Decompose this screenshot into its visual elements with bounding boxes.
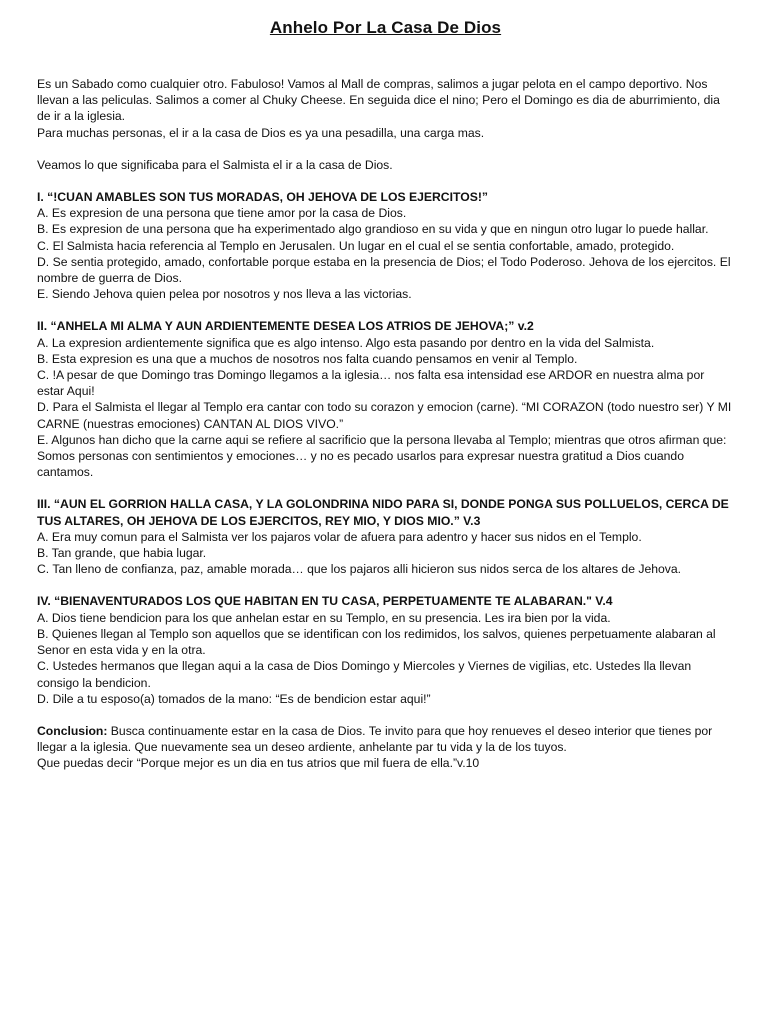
section-item: A. Dios tiene bendicion para los que anhelan estar en su Templo, en su presencia. Les ira bien por la vida.: [37, 610, 611, 625]
section-3: [37, 496, 734, 577]
section-item: B. Es expresion de una persona que ha experimentado algo grandioso en su vida y que en ningun otro lugar lo puede hallar.: [37, 222, 709, 237]
intro-paragraph: [37, 76, 734, 141]
section-heading: I. “!CUAN AMABLES SON TUS MORADAS, OH JEHOVA DE LOS EJERCITOS!”: [37, 190, 488, 205]
section-item: E. Algunos han dicho que la carne aqui se refiere al sacrificio que la persona llevaba al Templo; mientras que otros afirman que: Somos personas con sentimientos y emociones… y no es pecado usarlos para expresar nuestra gratitud a Dios cuando cantamos.: [37, 432, 727, 480]
section-item: D. Para el Salmista el llegar al Templo era cantar con todo su corazon y emocion (carne). “MI CORAZON (todo nuestro ser) Y MI CARNE (nuestras emociones) CANTAN AL DIOS VIVO.”: [37, 400, 732, 431]
section-1: [37, 189, 734, 302]
section-heading: III. “AUN EL GORRION HALLA CASA, Y LA GOLONDRINA NIDO PARA SI, DONDE PONGA SUS POLLUELOS, CERCA DE TUS ALTARES, OH JEHOVA DE LOS EJERCITOS, REY MIO, Y DIOS MIO.” V.3: [37, 497, 729, 528]
conclusion-line: [37, 723, 734, 755]
section-2: [37, 318, 734, 480]
section-4: [37, 593, 734, 706]
conclusion-text: Busca continuamente estar en la casa de Dios. Te invito para que hoy renueves el deseo interior que tienes por llegar a la iglesia. Que nuevamente sea un deseo ardiente, anhelante par tu vida y la de los tuyos.: [37, 723, 713, 755]
section-item: D. Dile a tu esposo(a) tomados de la mano: “Es de bendicion estar aqui!”: [37, 691, 431, 706]
document-title: Anhelo Por La Casa De Dios: [269, 18, 502, 37]
section-item: D. Se sentia protegido, amado, confortable porque estaba en la presencia de Dios; el Todo Poderoso. Jehova de los ejercitos. El nombre de guerra de Dios.: [37, 254, 731, 286]
conclusion-last-line: Que puedas decir “Porque mejor es un dia en tus atrios que mil fuera de ella.”v.10: [37, 756, 480, 771]
section-item: E. Siendo Jehova quien pelea por nosotros y nos lleva a las victorias.: [37, 287, 412, 302]
section-item: A. Es expresion de una persona que tiene amor por la casa de Dios.: [37, 206, 407, 221]
section-item: B. Esta expresion es una que a muchos de nosotros nos falta cuando pensamos en venir al Templo.: [37, 351, 578, 366]
section-item: B. Quienes llegan al Templo son aquellos que se identifican con los redimidos, los salvos, quienes perpetuamente alabaran al Senor en esta vida y en la otra.: [37, 626, 716, 658]
section-heading: IV. “BIENAVENTURADOS LOS QUE HABITAN EN TU CASA, PERPETUAMENTE TE ALABARAN." V.4: [37, 594, 613, 609]
section-item: A. La expresion ardientemente significa que es algo intenso. Algo esta pasando por dentro en la vida del Salmista.: [37, 335, 655, 350]
section-heading: II. “ANHELA MI ALMA Y AUN ARDIENTEMENTE DESEA LOS ATRIOS DE JEHOVA;” v.2: [37, 319, 534, 334]
section-item: C. Ustedes hermanos que llegan aqui a la casa de Dios Domingo y Miercoles y Viernes de vigilias, etc. Ustedes lla llevan consigo la bendicion.: [37, 659, 692, 690]
section-item: A. Era muy comun para el Salmista ver los pajaros volar de afuera para adentro y hacer sus nidos en el Templo.: [37, 529, 642, 544]
section-item: B. Tan grande, que habia lugar.: [37, 546, 207, 561]
section-item: C. El Salmista hacia referencia al Templo en Jerusalen. Un lugar en el cual el se sentia confortable, amado, protegido.: [37, 238, 675, 253]
conclusion-label: Conclusion:: [37, 723, 108, 738]
conclusion-paragraph: [37, 723, 734, 772]
section-item: C. !A pesar de que Domingo tras Domingo llegamos a la iglesia… nos falta esa intensidad ese ARDOR en nuestra alma por estar Aqui!: [37, 368, 705, 399]
lead-paragraph: [37, 157, 734, 173]
section-item: C. Tan lleno de confianza, paz, amable morada… que los pajaros alli hicieron sus nidos serca de los altares de Jehova.: [37, 562, 682, 577]
intro-line: Para muchas personas, el ir a la casa de Dios es ya una pesadilla, una carga mas.: [37, 125, 485, 140]
intro-line: Es un Sabado como cualquier otro. Fabuloso! Vamos al Mall de compras, salimos a jugar pelota en el campo deportivo. Nos llevan a las peliculas. Salimos a comer al Chuky Cheese. En seguida dice el nino; Pero el Domingo es dia de aburrimiento, dia de ir a la iglesia.: [37, 77, 720, 124]
lead-text: Veamos lo que significaba para el Salmista el ir a la casa de Dios.: [37, 157, 393, 172]
